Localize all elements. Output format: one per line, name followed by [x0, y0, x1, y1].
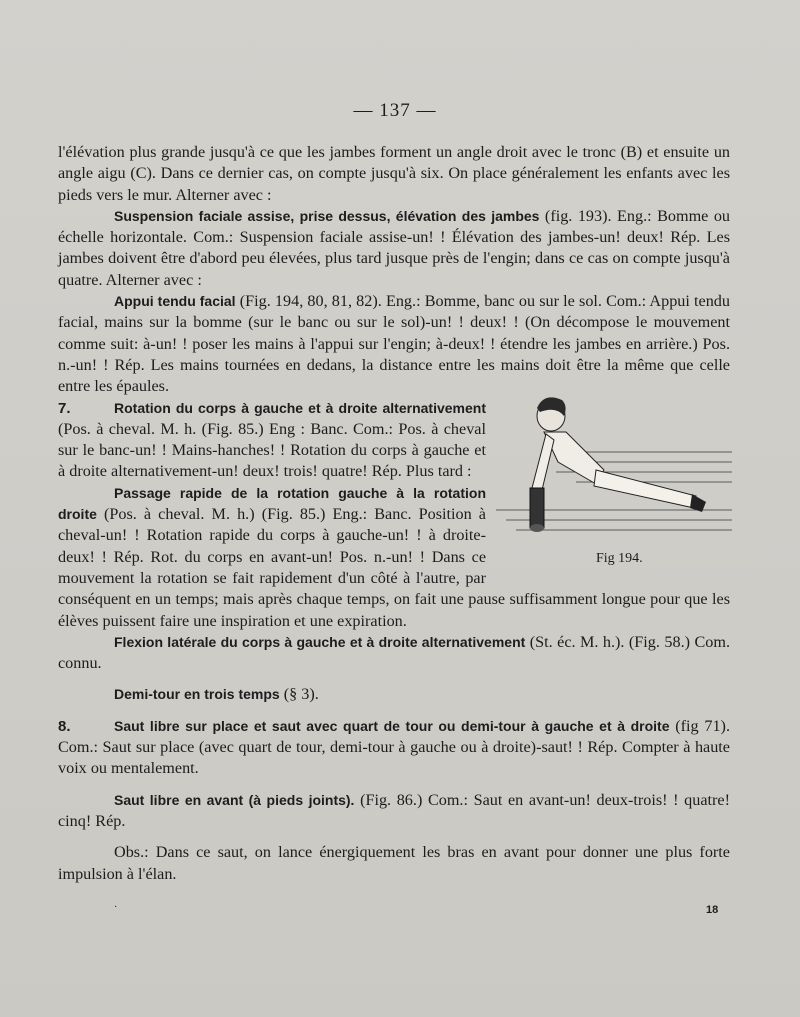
- paragraph-saut-libre: [58, 716, 730, 780]
- section-number: 8.: [58, 717, 71, 735]
- page-body: [58, 142, 730, 885]
- exercise-text: (§ 3).: [279, 685, 319, 704]
- paragraph-appui-tendu: [58, 291, 730, 397]
- exercise-text: (St. éc. M. h.). (Fig. 58.) Com. connu.: [58, 632, 730, 673]
- paragraph-continuation: l'élévation plus grande jusqu'à ce que les jambes forment un angle droit avec le tronc (B) et ensuite un angle aigu (C). Dans ce dernier cas, on compte jusqu'à six. On place généralement les enfants avec les pieds vers le mur. Alterner avec :: [58, 143, 730, 204]
- exercise-text: (fig. 193). Eng.: Bomme ou échelle horizontale. Com.: Suspension faciale assise-un! ! Élévation des jambes-un! deux! Rép. Les jambes doivent être d'abord peu élevées, plus tard jusque près de l'engin; dans ce cas on compte jusqu'à quatre. Alterner avec :: [58, 206, 731, 289]
- spacer: [58, 780, 730, 790]
- footer-mark: ·: [114, 902, 118, 913]
- paragraph-demi-tour: [58, 684, 730, 705]
- exercise-text: (Pos. à cheval. M. h. (Fig. 85.) Eng : Banc. Com.: Pos. à cheval sur le banc-un! ! Mains-hanches! ! Rotation du corps à gauche et à droite alternativement-un! deux! trois! quatre! Rép. Plus tard :: [58, 419, 486, 481]
- exercise-heading: Rotation du corps à gauche et à droite alternativement: [114, 399, 486, 416]
- boy-front-support-illustration: [496, 392, 736, 552]
- paragraph-saut-en-avant: [58, 790, 730, 833]
- page-number: — 137 —: [353, 100, 437, 121]
- signature-number: 18: [706, 904, 719, 916]
- paragraph-flexion-laterale: [58, 632, 730, 675]
- figure-194: [496, 392, 736, 572]
- exercise-heading: Demi-tour en trois temps: [114, 686, 280, 703]
- paragraph-suspension-faciale: [58, 206, 730, 291]
- figure-caption: Fig 194.: [596, 550, 643, 566]
- spacer: [58, 674, 730, 684]
- exercise-heading: Appui tendu facial: [114, 293, 236, 310]
- spacer: [58, 706, 730, 716]
- exercise-text: (Pos. à cheval. M. h.) (Fig. 85.) Eng.: Banc. Position à cheval-un! ! Rotation rapide du corps à gauche-un! ! à droite-deux! ! Rép. Rot. du corps en avant-un! Pos. n.-un! ! Dans ce mouvement la rotation se fait rapidement d'un côté à l'autre, par conséquent en un temps; mais après chaque temps, on fait une pause suffisamment longue pour que les élèves puissent faire une inspiration et une expiration.: [58, 505, 730, 630]
- exercise-heading: Saut libre en avant (à pieds joints).: [114, 791, 355, 808]
- section-number: 7.: [58, 399, 71, 417]
- exercise-heading: Flexion latérale du corps à gauche et à droite alternativement: [114, 633, 526, 650]
- spacer: [58, 832, 730, 842]
- exercise-text: (Fig. 86.) Com.: Saut en avant-un! deux-trois! ! quatre! cinq! Rép.: [58, 790, 730, 830]
- exercise-heading: Suspension faciale assise, prise dessus, élévation des jambes: [114, 207, 540, 224]
- exercise-heading: Passage rapide de la rotation gauche à la rotation droite: [58, 484, 486, 523]
- paragraph-observation: Obs.: Dans ce saut, on lance énergiquement les bras en avant pour donner une plus forte impulsion à l'élan.: [58, 843, 730, 883]
- exercise-heading: Saut libre sur place et saut avec quart de tour ou demi-tour à gauche et à droite: [114, 717, 670, 734]
- exercise-text: (Fig. 194, 80, 81, 82). Eng.: Bomme, banc ou sur le sol. Com.: Appui tendu facial, mains sur la bomme (sur le banc ou sur le sol)-un! ! deux! ! (On décompose le mouvement comme suit: à-un! ! poser les mains à l'appui sur l'engin; à-deux! ! étendre les jambes en arrière.) Pos. n.-un! ! Rép. Les mains tournées en dedans, la distance entre les mains doit être la même que celle entre les épaules.: [58, 292, 730, 396]
- exercise-text: (fig 71). Com.: Saut sur place (avec quart de tour, demi-tour à gauche ou à droite)-saut! ! Rép. Compter à haute voix ou mentalement.: [58, 716, 730, 778]
